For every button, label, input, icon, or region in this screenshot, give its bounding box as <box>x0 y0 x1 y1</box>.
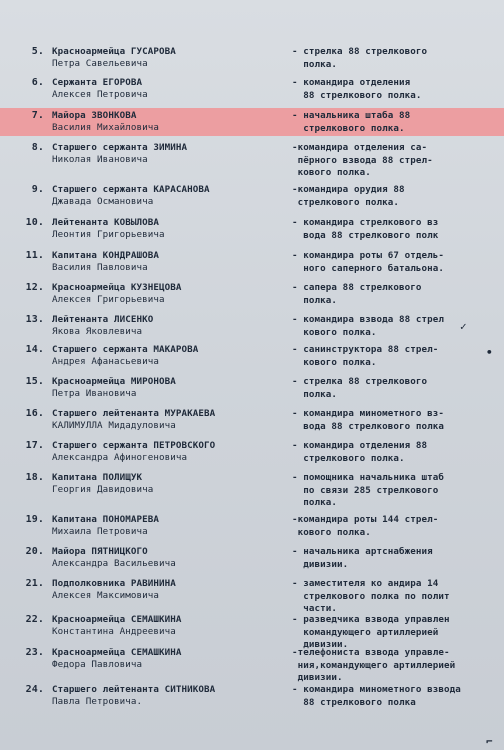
entry-number: 16. <box>25 408 44 419</box>
entry-number: 21. <box>25 578 44 589</box>
entry-number: 12. <box>25 282 44 293</box>
entry-number: 20. <box>25 546 44 557</box>
entry-rank-surname: Красноармейца СЕМАШКИНА <box>52 614 182 625</box>
entry-rank-surname: Красноармейца ГУСАРОВА <box>52 46 176 57</box>
entry-number: 18. <box>25 472 44 483</box>
entry-rank-surname: Капитана ПОЛИЩУК <box>52 472 143 483</box>
entry-given-name: Василия Павловича <box>52 262 148 273</box>
entry-position: -командира отделения са- пёрного взвода 88 стрел- кового полка. <box>292 142 433 178</box>
entry-rank-surname: Майора ЗВОНКОВА <box>52 110 137 121</box>
entry-position: - начальника штаба 88 стрелкового полка. <box>292 110 411 134</box>
entry-position: -телефониста взвода управле- ния,командующего артиллерией дивизии. <box>292 647 456 683</box>
entry-position: -командира роты 144 стрел- кового полка. <box>292 514 439 538</box>
entry-given-name: Якова Яковлевича <box>52 326 143 337</box>
entry-rank-surname: Старшего лейтенанта МУРАКАЕВА <box>52 408 216 419</box>
entry-number: 8. <box>31 142 44 153</box>
entry-given-name: Александра Васильевича <box>52 558 176 569</box>
entry-rank-surname: Старшего сержанта ЗИМИНА <box>52 142 188 153</box>
entry-given-name: Александра Афиногеновича <box>52 452 188 463</box>
entry-rank-surname: Старшего сержанта КАРАСАНОВА <box>52 184 210 195</box>
entry-number: 11. <box>25 250 44 261</box>
entry-rank-surname: Капитана КОНДРАШОВА <box>52 250 159 261</box>
entry-given-name: Алексея Петровича <box>52 89 148 100</box>
entry-number: 23. <box>25 647 44 658</box>
entry-rank-surname: Красноармейца МИРОНОВА <box>52 376 176 387</box>
entry-given-name: КАЛИМУЛЛА Мидадуловича <box>52 420 176 431</box>
entry-given-name: Андрея Афанасьевича <box>52 356 159 367</box>
entry-number: 22. <box>25 614 44 625</box>
entry-number: 13. <box>25 314 44 325</box>
entry-number: 17. <box>25 440 44 451</box>
entry-position: - командира отделения 88 стрелкового полка. <box>292 77 422 101</box>
entry-position: - командира роты 67 отдель- ного саперного батальона. <box>292 250 445 274</box>
entry-position: - стрелка 88 стрелкового полка. <box>292 46 428 70</box>
entry-rank-surname: Старшего сержанта МАКАРОВА <box>52 344 199 355</box>
tick-mark: ✓ <box>460 320 467 333</box>
entry-position: - командира отделения 88 стрелкового полка. <box>292 440 428 464</box>
entry-given-name: Джавада Османовича <box>52 196 154 207</box>
entry-position: - сапера 88 стрелкового полка. <box>292 282 422 306</box>
entry-given-name: Алексея Григорьевича <box>52 294 165 305</box>
entry-rank-surname: Старшего лейтенанта СИТНИКОВА <box>52 684 216 695</box>
entry-given-name: Константина Андреевича <box>52 626 176 637</box>
entry-rank-surname: Майора ПЯТНИЦКОГО <box>52 546 148 557</box>
entry-given-name: Василия Михайловича <box>52 122 159 133</box>
entry-rank-surname: Старшего сержанта ПЕТРОВСКОГО <box>52 440 216 451</box>
entry-number: 7. <box>31 110 44 121</box>
entry-position: - командира взвода 88 стрел кового полка. <box>292 314 445 338</box>
entry-number: 5. <box>31 46 44 57</box>
entry-number: 10. <box>25 217 44 228</box>
entry-number: 15. <box>25 376 44 387</box>
entry-position: - командира минометного вз- вода 88 стрелкового полка <box>292 408 445 432</box>
entry-position: - разведчика взвода управлен командующего артиллерией дивизии. <box>292 614 450 650</box>
entry-given-name: Николая Ивановича <box>52 154 148 165</box>
entry-given-name: Петра Савельевича <box>52 58 148 69</box>
entry-position: - командира минометного взвода 88 стрелкового полка <box>292 684 461 708</box>
entry-position: - санинструктора 88 стрел- кового полка. <box>292 344 439 368</box>
entry-position: - заместителя ко андира 14 стрелкового полка по полит части. <box>292 578 450 614</box>
entry-rank-surname: Лейтенанта ЛИСЕНКО <box>52 314 154 325</box>
entry-given-name: Павла Петровича. <box>52 696 143 707</box>
entry-given-name: Георгия Давидовича <box>52 484 154 495</box>
entry-rank-surname: Подполковника РАВИНИНА <box>52 578 176 589</box>
entry-given-name: Леонтия Григорьевича <box>52 229 165 240</box>
entry-position: - помощника начальника штаб по связи 285 стрелкового полка. <box>292 472 445 508</box>
entry-given-name: Федора Павловича <box>52 659 143 670</box>
entry-rank-surname: Красноармейца КУЗНЕЦОВА <box>52 282 182 293</box>
entry-position: -командира орудия 88 стрелкового полка. <box>292 184 405 208</box>
dot-mark: • <box>486 346 493 359</box>
entry-position: - начальника артснабжения дивизии. <box>292 546 433 570</box>
entry-position: - стрелка 88 стрелкового полка. <box>292 376 428 400</box>
entry-rank-surname: Красноармейца СЕМАШКИНА <box>52 647 182 658</box>
corner-mark: ⌐ <box>486 735 493 748</box>
entry-number: 19. <box>25 514 44 525</box>
entry-number: 9. <box>31 184 44 195</box>
entry-given-name: Алексея Максимовича <box>52 590 159 601</box>
entry-rank-surname: Сержанта ЕГОРОВА <box>52 77 143 88</box>
entry-number: 14. <box>25 344 44 355</box>
entry-position: - командира стрелкового вз вода 88 стрелкового полк <box>292 217 439 241</box>
entry-rank-surname: Лейтенанта КОВЫЛОВА <box>52 217 159 228</box>
entry-number: 24. <box>25 684 44 695</box>
entry-given-name: Петра Ивановича <box>52 388 137 399</box>
entry-number: 6. <box>31 77 44 88</box>
entry-rank-surname: Капитана ПОНОМАРЕВА <box>52 514 159 525</box>
entry-given-name: Михаила Петровича <box>52 526 148 537</box>
